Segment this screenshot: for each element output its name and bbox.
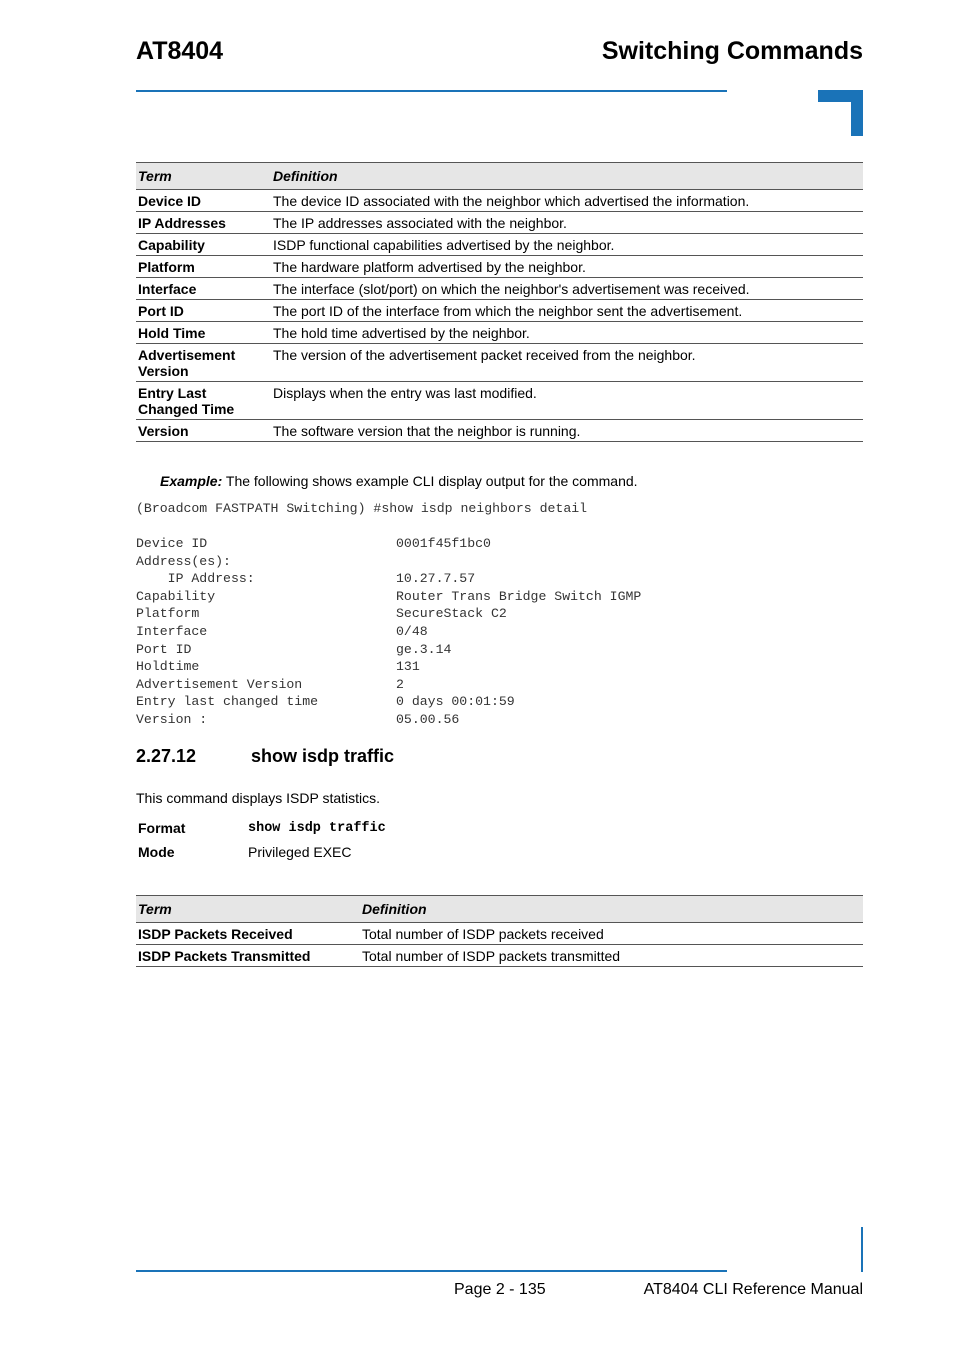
cli-output-row — [136, 588, 641, 606]
section-heading — [136, 746, 394, 767]
cli-output-block — [136, 535, 641, 729]
cli-output-value: Router Trans Bridge Switch IGMP — [396, 588, 642, 604]
table-row — [136, 945, 863, 967]
definition-cell: The device ID associated with the neighbor which advertised the information. — [271, 190, 863, 212]
section-number: 2.27.12 — [136, 746, 197, 766]
definition-cell: The hold time advertised by the neighbor. — [271, 322, 863, 344]
cli-output-value: 0001f45f1bc0 — [396, 536, 491, 551]
definition-cell: The version of the advertisement packet received from the neighbor. — [271, 344, 863, 382]
definition-cell: The port ID of the interface from which the neighbor sent the advertisement. — [271, 300, 863, 322]
cli-output-row — [136, 553, 641, 571]
table-row — [136, 212, 863, 234]
cli-output-row — [136, 693, 641, 711]
cli-output-value: 05.00.56 — [396, 711, 460, 727]
command-description: This command displays ISDP statistics. — [136, 790, 381, 806]
term-cell: Port ID — [136, 300, 271, 322]
definition-cell: ISDP functional capabilities advertised by the neighbor. — [271, 234, 863, 256]
table-row — [136, 256, 863, 278]
table-row — [136, 382, 863, 420]
cli-output-key: Platform — [136, 606, 200, 622]
cli-output-key: IP Address: — [136, 571, 255, 587]
cli-output-row — [136, 623, 641, 641]
cli-output-row — [136, 570, 641, 588]
example-text: The following shows example CLI display output for the command. — [222, 473, 638, 489]
cli-output-key: Advertisement Version — [136, 676, 303, 692]
term-cell: ISDP Packets Received — [136, 923, 360, 945]
cli-output-row — [136, 711, 641, 729]
cli-output-key: Capability — [136, 588, 216, 604]
term-cell: Version — [136, 420, 271, 442]
term-cell: Entry Last Changed Time — [136, 382, 271, 420]
format-label: Format — [138, 820, 186, 836]
footer-corner-mark — [861, 1227, 863, 1272]
section-title: show isdp traffic — [251, 746, 395, 766]
table-row — [136, 300, 863, 322]
term-cell: IP Addresses — [136, 212, 271, 234]
cli-output-value: 10.27.7.57 — [396, 571, 476, 587]
cli-output-key: Address(es): — [136, 553, 231, 569]
cli-output-row — [136, 676, 641, 694]
term-cell: ISDP Packets Transmitted — [136, 945, 360, 967]
cli-command-line: (Broadcom FASTPATH Switching) #show isdp neighbors detail — [136, 501, 588, 516]
cli-output-row — [136, 605, 641, 623]
header-chapter: Switching Commands — [601, 37, 863, 65]
cli-output-value: 0/48 — [396, 623, 428, 639]
traffic-definition-table — [136, 895, 863, 967]
format-value: show isdp traffic — [248, 821, 386, 836]
cli-output-value: ge.3.14 — [396, 641, 452, 657]
column-header-definition: Definition — [271, 163, 863, 190]
cli-output-value: 2 — [396, 676, 404, 692]
neighbors-definition-table — [136, 162, 863, 442]
table-row — [136, 344, 863, 382]
term-cell: Hold Time — [136, 322, 271, 344]
table-row — [136, 420, 863, 442]
cli-output-row — [136, 658, 641, 676]
table-row — [136, 234, 863, 256]
column-header-term: Term — [136, 896, 360, 923]
footer-manual-title: AT8404 CLI Reference Manual — [643, 1281, 863, 1298]
definition-cell: The interface (slot/port) on which the neighbor's advertisement was received. — [271, 278, 863, 300]
term-cell: Interface — [136, 278, 271, 300]
definition-cell: The hardware platform advertised by the neighbor. — [271, 256, 863, 278]
definition-cell: The software version that the neighbor is running. — [271, 420, 863, 442]
table-row — [136, 322, 863, 344]
cli-output-value: 131 — [396, 659, 420, 675]
table-row — [136, 190, 863, 212]
cli-output-value: 0 days 00:01:59 — [396, 694, 515, 710]
example-label: Example: — [160, 473, 223, 489]
definition-cell: Total number of ISDP packets received — [360, 923, 863, 945]
cli-output-row — [136, 535, 641, 553]
definition-cell: Displays when the entry was last modified. — [271, 382, 863, 420]
cli-output-value: SecureStack C2 — [396, 606, 507, 622]
mode-value: Privileged EXEC — [248, 844, 352, 860]
column-header-definition: Definition — [360, 896, 863, 923]
column-header-term: Term — [136, 163, 271, 190]
header-product: AT8404 — [136, 37, 224, 65]
cli-output-key: Port ID — [136, 641, 192, 657]
term-cell: Capability — [136, 234, 271, 256]
header-corner-mark-vertical — [851, 90, 863, 136]
table-header-row — [136, 163, 863, 190]
mode-label: Mode — [138, 844, 175, 860]
cli-output-row — [136, 641, 641, 659]
definition-cell: Total number of ISDP packets transmitted — [360, 945, 863, 967]
cli-output-key: Version : — [136, 711, 208, 727]
footer-rule — [136, 1270, 727, 1272]
example-caption — [160, 473, 638, 489]
cli-output-key: Holdtime — [136, 659, 200, 675]
cli-output-key: Interface — [136, 623, 208, 639]
footer-page-number: Page 2 - 135 — [454, 1281, 546, 1298]
definition-cell: The IP addresses associated with the neighbor. — [271, 212, 863, 234]
table-header-row — [136, 896, 863, 923]
cli-output-key: Entry last changed time — [136, 694, 319, 710]
term-cell: Device ID — [136, 190, 271, 212]
header-rule — [136, 90, 727, 92]
table-row — [136, 923, 863, 945]
cli-output-key: Device ID — [136, 536, 208, 551]
term-cell: Platform — [136, 256, 271, 278]
table-row — [136, 278, 863, 300]
term-cell: Advertisement Version — [136, 344, 271, 382]
